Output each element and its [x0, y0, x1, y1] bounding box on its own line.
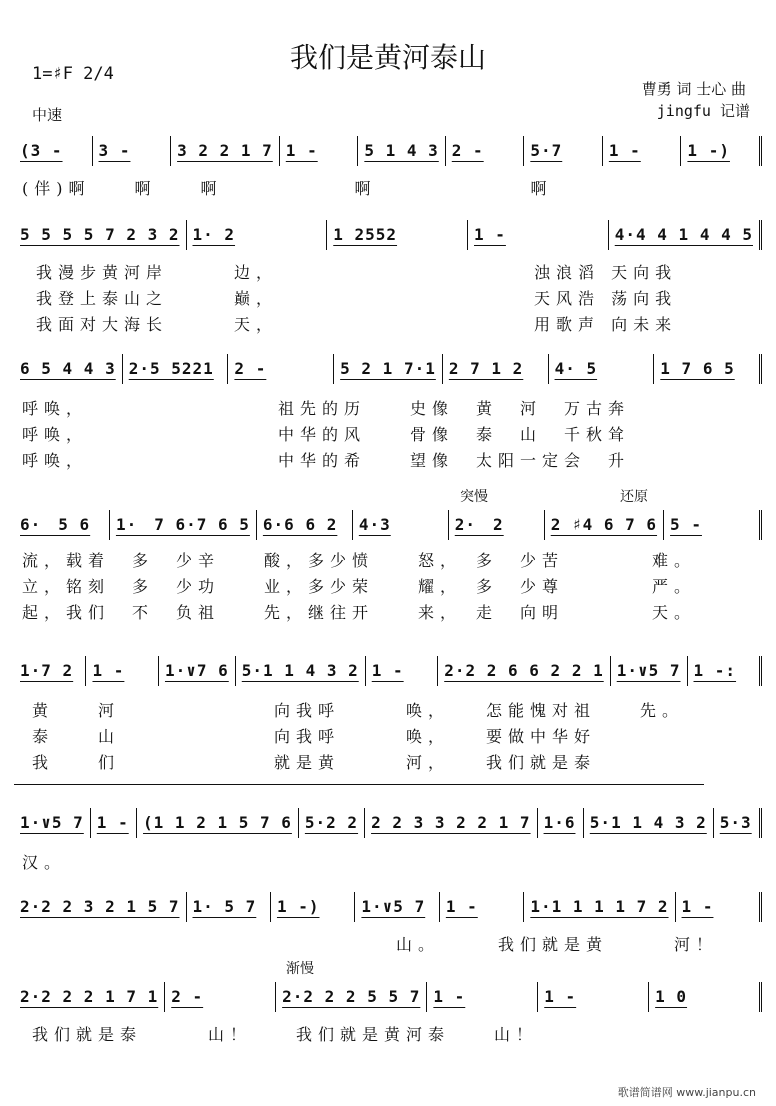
measure: 2·2 2 6 6 2 2 1 [438, 656, 611, 686]
measure: 2·2 2 2 1 7 1 [14, 982, 165, 1012]
lyric-line: 我们就是泰 山！ 我们就是黄河泰 山！ [32, 1025, 539, 1044]
measure: 2 2 3 3 2 2 1 7 [365, 808, 538, 838]
measure: 4·3 [353, 510, 449, 540]
measure: 1 - [440, 892, 524, 922]
measure: 5·1 1 4 3 2 [236, 656, 366, 686]
notation-line [14, 982, 762, 1012]
measure: (1 1 2 1 5 7 6 [137, 808, 299, 838]
lyric-line: 黄 河 向我呼 唤， 怎能愧对祖 先。 [32, 701, 685, 720]
measure: 2·5 5221 [123, 354, 229, 384]
measure: 5 5 5 5 7 2 3 2 [14, 220, 187, 250]
measure: 1· 2 [187, 220, 328, 250]
tempo-marking: 中速 [32, 106, 63, 124]
measure: 1 0 [649, 982, 762, 1012]
measure: 1·∨5 7 [14, 808, 91, 838]
measure: 1 - [603, 136, 682, 166]
measure: 5·2 2 [299, 808, 365, 838]
lyric-line: (伴)啊 啊 啊 啊 啊 [22, 179, 553, 198]
measure: (3 - [14, 136, 93, 166]
measure: 5·7 [524, 136, 603, 166]
measure: 1 - [676, 892, 762, 922]
notation-line [14, 808, 762, 838]
measure: 1 - [427, 982, 538, 1012]
measure: 4·4 4 1 4 4 5 [609, 220, 762, 250]
measure: 5 1 4 3 [358, 136, 445, 166]
measure: 2 - [228, 354, 334, 384]
lyric-line: 呼唤， 中华的希 望像 太阳一定会 升 [22, 451, 631, 470]
measure: 3 - [93, 136, 172, 166]
measure: 1· 5 7 [187, 892, 271, 922]
measure: 1 2552 [327, 220, 468, 250]
measure: 1 - [91, 808, 137, 838]
lyric-line: 我面对大海长 天， 用歌声 向未来 [36, 315, 678, 334]
notation-line [14, 354, 762, 384]
measure: 6 5 4 4 3 [14, 354, 123, 384]
notation-line [14, 220, 762, 250]
volta-bracket-line [14, 784, 704, 785]
measure: 1·∨7 6 [159, 656, 236, 686]
measure: 1 - [468, 220, 609, 250]
measure: 4· 5 [549, 354, 655, 384]
measure: 1· 7 6·7 6 5 [110, 510, 257, 540]
measure: 3 2 2 1 7 [171, 136, 280, 166]
measure: 2 - [446, 136, 525, 166]
measure: 1 - [538, 982, 649, 1012]
measure: 2·2 2 2 5 5 7 [276, 982, 427, 1012]
lyric-line: 流，载着 多 少辛 酸，多少愤 怒， 多 少苦 难。 [22, 551, 697, 570]
notation-line [14, 136, 762, 166]
measure: 2·2 2 3 2 1 5 7 [14, 892, 187, 922]
key-signature: 1=♯F 2/4 [32, 64, 114, 84]
measure: 1 - [86, 656, 158, 686]
measure: 5·3 [714, 808, 762, 838]
tempo-restore-mark: 还原 [620, 489, 648, 505]
measure: 5·1 1 4 3 2 [584, 808, 714, 838]
measure: 1 - [280, 136, 359, 166]
measure: 2 ♯4 6 7 6 [545, 510, 664, 540]
measure: 5 2 1 7·1 [334, 354, 443, 384]
measure: 1·∨5 7 [611, 656, 688, 686]
tempo-change-mark: 渐慢 [286, 961, 314, 977]
measure: 6· 5 6 [14, 510, 110, 540]
lyric-line: 山。 我们就是黄 河！ [22, 935, 719, 954]
notation-line [14, 892, 762, 922]
measure: 2 - [165, 982, 276, 1012]
measure: 2 7 1 2 [443, 354, 549, 384]
notation-line [14, 656, 762, 686]
measure: 1·6 [538, 808, 584, 838]
lyric-line: 我 们 就是黄 河， 我们就是泰 [32, 753, 597, 772]
transcriber: jingfu 记谱 [656, 102, 750, 120]
site-watermark: 歌谱简谱网 www.jianpu.cn [617, 1086, 756, 1099]
measure: 1·1 1 1 1 7 2 [524, 892, 675, 922]
measure: 1 -) [681, 136, 762, 166]
lyric-line: 呼唤， 中华的风 骨像 泰 山 千秋耸 [22, 425, 631, 444]
lyric-line: 立，铭刻 多 少功 业，多少荣 耀， 多 少尊 严。 [22, 577, 697, 596]
lyric-line: 我登上泰山之 巅， 天风浩 荡向我 [36, 289, 678, 308]
measure: 1 - [366, 656, 438, 686]
song-title: 我们是黄河泰山 [289, 41, 486, 74]
tempo-change-mark: 突慢 [460, 489, 488, 505]
measure: 1 -) [271, 892, 355, 922]
lyric-line: 起，我们 不 负祖 先，继往开 来， 走 向明 天。 [22, 603, 697, 622]
lyric-line: 呼唤， 祖先的历 史像 黄 河 万古奔 [22, 399, 631, 418]
measure: 2· 2 [449, 510, 545, 540]
lyric-line: 我漫步黄河岸 边， 浊浪滔 天向我 [36, 263, 678, 282]
measure: 1·7 2 [14, 656, 86, 686]
measure: 5 - [664, 510, 762, 540]
lyric-line: 泰 山 向我呼 唤， 要做中华好 [32, 727, 597, 746]
lyric-line: 汉。 [22, 853, 67, 872]
measure: 1 7 6 5 [654, 354, 762, 384]
notation-line [14, 510, 762, 540]
measure: 1 -: [688, 656, 762, 686]
credits: 曹勇 词 士心 曲 [641, 80, 746, 98]
measure: 1·∨5 7 [355, 892, 439, 922]
measure: 6·6 6 2 [257, 510, 353, 540]
